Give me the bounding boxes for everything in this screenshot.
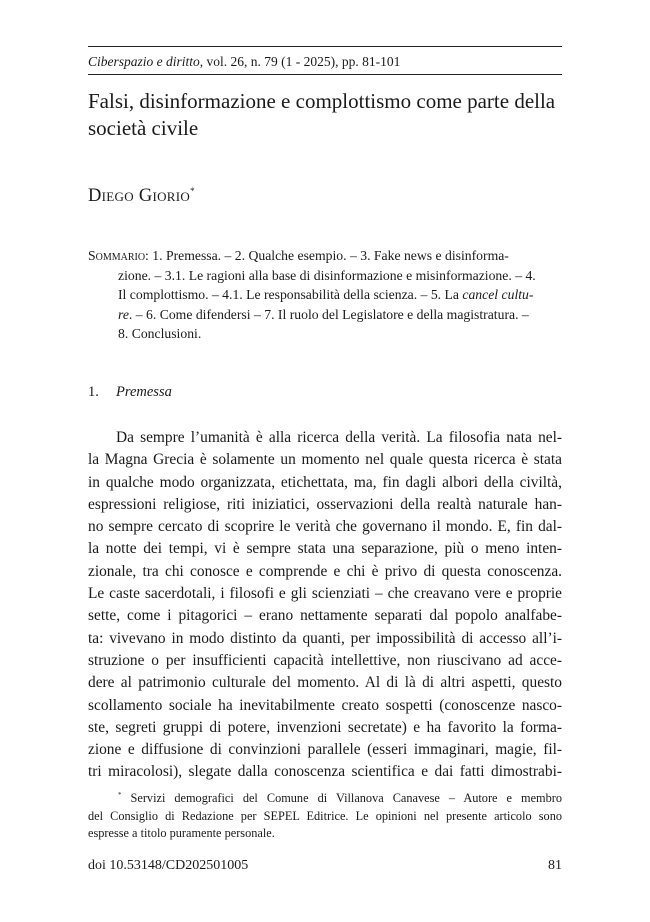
body-line: la Magna Grecia è solamente un momento nel quale questa ricerca è stata: [88, 451, 562, 469]
journal-name: Ciberspazio e diritto: [88, 54, 200, 69]
journal-details: , vol. 26, n. 79 (1 - 2025), pp. 81-101: [199, 54, 401, 69]
body-line: ste, segreti gruppi di potere, invenzioni secretate) e ha favorito la forma-: [88, 718, 562, 736]
footnote-line: espresse a titolo puramente personale.: [88, 826, 275, 841]
summary-text: Il complottismo. – 4.1. Le responsabilità della scienza. – 5. La: [118, 287, 463, 302]
summary-block: [88, 246, 562, 344]
article-title-line: società civile: [88, 116, 199, 140]
section-heading: [88, 384, 172, 401]
body-line: zionale, tra chi conosce e comprende e chi è privo di questa conoscenza.: [88, 562, 562, 580]
summary-text: 1. Premessa. – 2. Qualche esempio. – 3. Fake news e disinforma-: [148, 248, 509, 263]
author-name-text: Diego Giorio: [88, 186, 191, 207]
footnote: [88, 787, 562, 843]
section-number: 1.: [88, 384, 99, 400]
header-bottom-rule: [88, 74, 562, 75]
footnote-text: Servizi demografici del Comune di Villanova Canavese – Autore e membro: [121, 791, 562, 806]
article-title-line: Falsi, disinformazione e complottismo come parte della: [88, 89, 556, 113]
summary-italic-text: re: [118, 306, 129, 322]
summary-lead: Sommario:: [88, 248, 149, 263]
body-line: struzione o per insufficienti capacità intellettive, non riuscivano ad acce-: [88, 651, 562, 669]
article-title: [88, 88, 562, 142]
body-line: in qualche modo organizzata, etichettata, ma, fin dagli albori della civiltà,: [88, 473, 562, 491]
header-top-rule: [88, 46, 562, 47]
body-text: [88, 427, 562, 784]
footnote-line: [88, 787, 562, 808]
summary-line: zione. – 3.1. Le ragioni alla base di disinformazione e misinformazione. – 4.: [118, 267, 536, 283]
summary-line: [88, 285, 562, 305]
footnote-line: del Consiglio di Redazione per SEPEL Editrice. Le opinioni nel presente articolo sono: [88, 808, 562, 823]
summary-line: 8. Conclusioni.: [118, 326, 202, 341]
summary-text: . – 6. Come difendersi – 7. Il ruolo del Legislatore e della magistratura. –: [128, 306, 529, 322]
body-line: espressioni religiose, riti iniziatici, osservazioni della realtà naturale han-: [88, 495, 562, 513]
summary-italic-text: cancel cultu-: [462, 287, 534, 302]
author-footnote-mark: *: [190, 186, 195, 196]
journal-citation: [88, 54, 562, 70]
author-name: [88, 186, 195, 207]
summary-line: [88, 246, 562, 266]
body-line: ta: vivevano in modo distinto da quanti, per impossibilità di accesso all’i-: [88, 629, 562, 647]
body-line: tri miracolosi), slegate dalla conoscenza scientifica e dai fatti dimostrabi-: [88, 763, 562, 781]
body-line: Le caste sacerdotali, i filosofi e gli scienziati – che creavano vere e proprie: [88, 585, 562, 603]
body-line: scollamento sociale ha inevitabilmente creato sospetti (conoscenze nasco-: [88, 696, 562, 714]
summary-line: [88, 305, 562, 325]
body-line: no sempre cercato di scoprire le verità che governano il mondo. E, fin dal-: [88, 518, 562, 536]
body-line: la notte dei tempi, vi è sempre stata una separazione, più o meno inten-: [88, 540, 562, 558]
body-line: zione e diffusione di convinzioni parallele (esseri immaginari, magie, fil-: [88, 741, 562, 759]
page-number: 81: [548, 858, 562, 873]
footnote-mark: *: [118, 791, 122, 799]
section-title: Premessa: [116, 384, 172, 400]
body-line: dere al patrimonio culturale del momento. Al di là di altri aspetti, questo: [88, 674, 562, 692]
body-line: sette, come i pitagorici – erano nettamente separati dal popolo analfabe-: [88, 607, 562, 625]
doi-identifier: doi 10.53148/CD202501005: [88, 858, 249, 873]
body-line: Da sempre l’umanità è alla ricerca della verità. La filosofia nata nel-: [116, 429, 562, 446]
